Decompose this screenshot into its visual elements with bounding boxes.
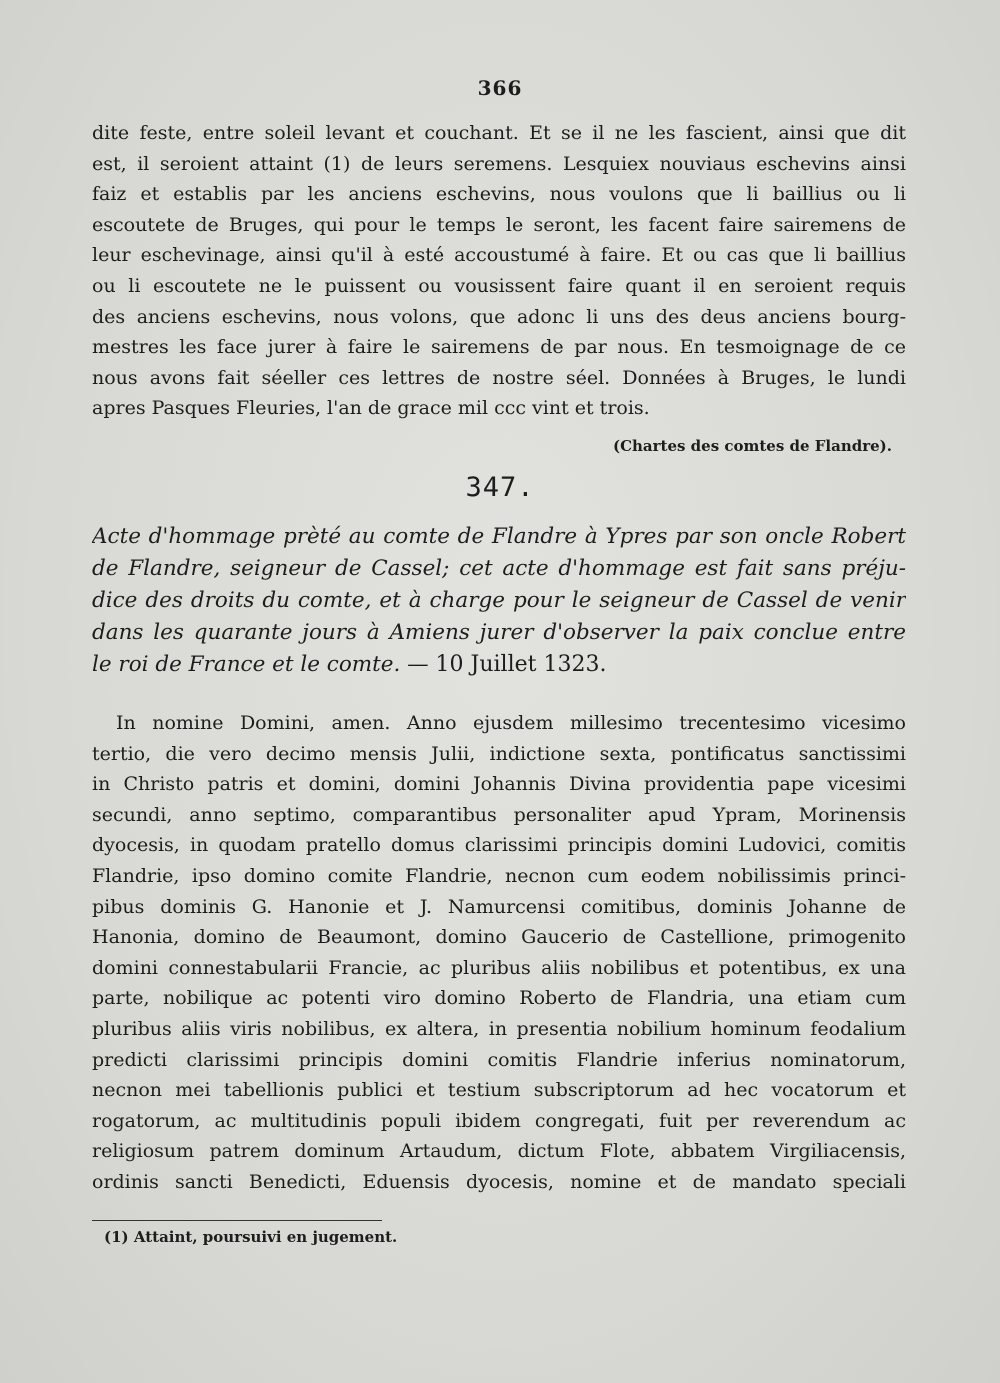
text-line: est, il seroient attaint (1) de leurs seremens. Lesquiex nouviaus eschevins ainsi	[92, 152, 906, 175]
summary-line: Acte d'hommage prèté au comte de Flandre à Ypres par son oncle Robert	[92, 524, 906, 549]
summary-date: 10 Juillet 1323.	[435, 652, 607, 677]
text-line: dite feste, entre soleil levant et couchant. Et se il ne les fascient, ainsi que dit	[92, 122, 906, 144]
summary-line: dice des droits du comte, et à charge pour le seigneur de Cassel de venir	[92, 588, 906, 613]
text-line: in Christo patris et domini, domini Johannis Divina providentia pape vicesimi	[92, 773, 906, 796]
text-line: ordinis sancti Benedicti, Eduensis dyocesis, nomine et de mandato speciali	[92, 1170, 906, 1193]
page-number: 366	[477, 76, 523, 100]
document-number: 347.	[465, 472, 535, 503]
summary-line: de Flandre, seigneur de Cassel; cet acte d'hommage est fait sans préju-	[92, 556, 906, 581]
source-citation: (Chartes des comtes de Flandre).	[612, 437, 892, 455]
text-line: necnon mei tabellionis publici et testium subscriptorum ad hec vocatorum et	[92, 1079, 906, 1102]
summary-last-line	[92, 649, 906, 681]
text-line: religiosum patrem dominum Artaudum, dictum Flote, abbatem Virgiliacensis,	[92, 1140, 906, 1163]
text-line: tertio, die vero decimo mensis Julii, indictione sexta, pontificatus sanctissimi	[92, 742, 906, 765]
text-line: pluribus aliis viris nobilibus, ex altera, in presentia nobilium hominum feodalium	[92, 1017, 906, 1040]
footnote-divider	[92, 1220, 382, 1221]
footnote: (1) Attaint, poursuivi en jugement.	[104, 1228, 398, 1246]
paragraph-continuation	[92, 118, 906, 424]
document-summary	[92, 521, 906, 681]
text-line: Hanonia, domino de Beaumont, domino Gaucerio de Castellione, primogenito	[92, 926, 906, 949]
text-line: pibus dominis G. Hanonie et J. Namurcensi comitibus, dominis Johanne de	[92, 895, 906, 918]
text-line: Flandrie, ipso domino comite Flandrie, necnon cum eodem nobilissimis princi-	[92, 864, 906, 887]
text-line: domini connestabularii Francie, ac pluribus aliis nobilibus et potentibus, ex una	[92, 956, 906, 979]
text-line: ou li escoutete ne le puissent ou vousissent faire quant il en seroient requis	[92, 274, 906, 297]
text-line: parte, nobilique ac potenti viro domino Roberto de Flandria, una etiam cum	[92, 987, 906, 1010]
text-line: rogatorum, ac multitudinis populi ibidem congregati, fuit per reverendum ac	[92, 1109, 906, 1132]
text-line: mestres les face jurer à faire le sairemens de par nous. En tesmoignage de ce	[92, 336, 906, 359]
text-line: escoutete de Bruges, qui pour le temps le seront, les facent faire sairemens de	[92, 213, 906, 236]
text-line: des anciens eschevins, nous volons, que adonc li uns des deus anciens bourg-	[92, 305, 906, 328]
text-line: dyocesis, in quodam pratello domus clarissimi principis domini Ludovici, comitis	[92, 834, 906, 857]
text-line: leur eschevinage, ainsi qu'il à esté accoustumé à faire. Et ou cas que li baillius	[92, 244, 906, 267]
text-line: predicti clarissimi principis domini comitis Flandrie inferius nominatorum,	[92, 1048, 906, 1071]
summary-line: le roi de France et le comte. —	[92, 652, 429, 677]
summary-line: dans les quarante jours à Amiens jurer d'observer la paix conclue entre	[92, 620, 906, 645]
text-line: faiz et establis par les anciens eschevins, nous voulons que li baillius ou li	[92, 183, 906, 206]
paragraph-body	[92, 708, 906, 1198]
text-line: secundi, anno septimo, comparantibus personaliter apud Ypram, Morinensis	[92, 803, 906, 826]
text-line: nous avons fait séeller ces lettres de nostre séel. Données à Bruges, le lundi	[92, 366, 906, 389]
text-line: apres Pasques Fleuries, l'an de grace mil ccc vint et trois.	[92, 397, 650, 420]
text-line: In nomine Domini, amen. Anno ejusdem millesimo trecentesimo vicesimo	[116, 712, 906, 734]
